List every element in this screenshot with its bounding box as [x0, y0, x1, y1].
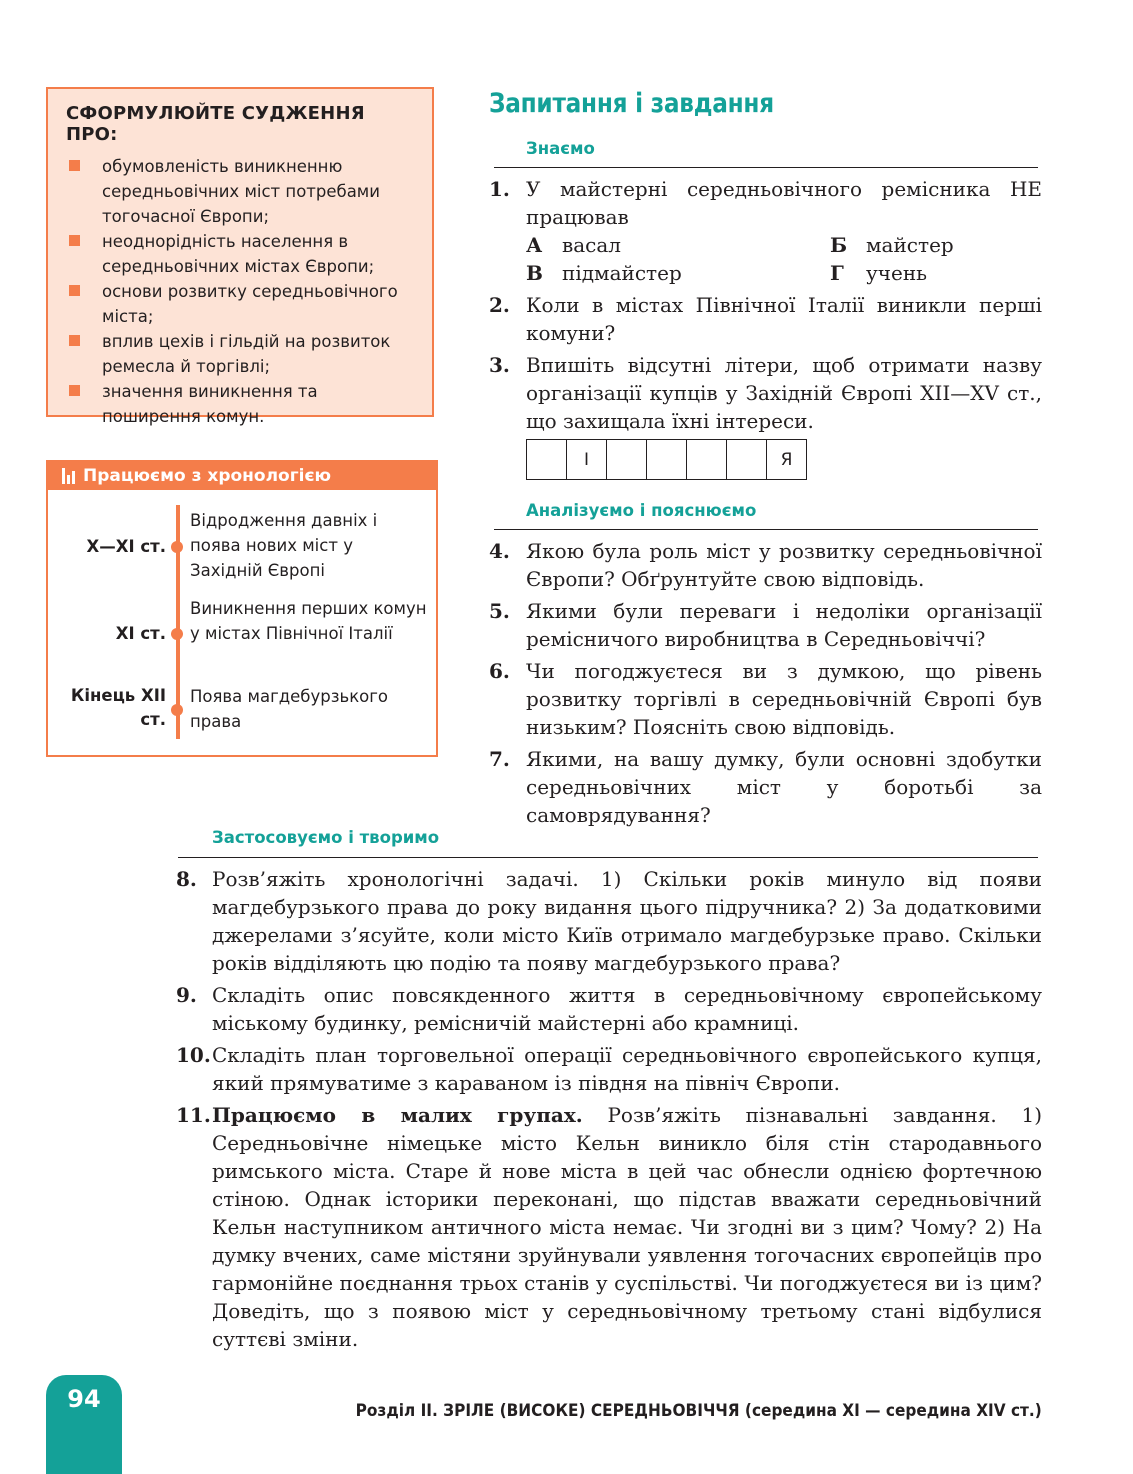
subheading-know: Знаємо [526, 139, 595, 158]
answer-option: Б майстер [830, 233, 954, 257]
square-bullet-icon [69, 235, 80, 246]
timeline-dot-icon [171, 628, 183, 640]
question-text: Чи погоджуєтеся ви з думкою, що рівень розвитку торгівлі в середньовічній Європі був низьким? Поясніть свою відповідь. [526, 659, 1042, 739]
letter-cell[interactable] [687, 440, 727, 479]
question-10 [176, 1041, 1042, 1097]
divider [494, 167, 1038, 168]
chapter-footer: Розділ II. ЗРІЛЕ (ВИСОКЕ) СЕРЕДНЬОВІЧЧЯ (середина XI — середина XIV ст.) [355, 1401, 1042, 1420]
question-text: Якою була роль міст у розвитку середньовічної Європи? Обґрунтуйте свою відповідь. [526, 539, 1042, 591]
answer-option: Г учень [830, 261, 928, 285]
timeline-event-text: Відродження давніх і поява нових міст у Західній Європі [190, 511, 378, 580]
answer-option: В підмайстер [526, 261, 682, 285]
divider [178, 857, 1038, 858]
letter-cell[interactable] [607, 440, 647, 479]
question-text: Розв’яжіть пізнавальні завдання. 1) Середньовічне німецьке місто Кельн виникло біля стін стародавнього римського міста. Старе й нове міста в цей час обнесли однією фортечною стіною. Однак історики переконані, що підстав вважати середньовічний Кельн наступником античного міста немає. Чи згодні ви з цим? Чому? 2) На думку вчених, саме містяни зруйнували уявлення тогочасних європейців про гармонійне поєднання трьох станів у суспільстві. Чи погоджуєтеся ви із цим? Доведіть, що з появою міст у середньовічному третьому стані відбулися суттєві зміни. [212, 1103, 1042, 1351]
question-text: Впишіть відсутні літери, щоб отримати назву організації купців у Західній Європі XII—XV ст., що захищала їхні інтереси. [526, 353, 1042, 433]
letter-cell[interactable] [527, 440, 567, 479]
divider [494, 529, 1038, 530]
letter-cell[interactable] [647, 440, 687, 479]
timeline-bars-icon [62, 468, 75, 484]
square-bullet-icon [69, 335, 80, 346]
timeline-event-text: Виникнення перших комун у містах Північної Італії [190, 599, 427, 643]
timeline-dot-icon [171, 704, 183, 716]
question-number: 2. [489, 293, 510, 317]
question-text: Розв’яжіть хронологічні задачі. 1) Скільки років минуло від появи магдебурзького права до року видання цього підручника? 2) За додатковими джерелами з’ясуйте, коли місто Київ отримало магдебурзьке право. Скільки років відділяють цю подію та появу магдебурзького права? [212, 867, 1042, 975]
question-number: 6. [489, 659, 510, 683]
question-number: 10. [176, 1043, 211, 1067]
square-bullet-icon [69, 160, 80, 171]
subheading-apply: Застосовуємо і творимо [212, 828, 440, 847]
question-1 [489, 175, 1042, 231]
list-item: обумовленість виникненню середньовічних міст потребами тогочасної Європи; [66, 154, 420, 229]
question-number: 7. [489, 747, 510, 771]
subheading-analyze: Аналізуємо і пояснюємо [526, 501, 757, 520]
question-2 [489, 291, 1042, 347]
timeline-dot-icon [171, 541, 183, 553]
question-8 [176, 865, 1042, 977]
timeline-date: Кінець XII ст. [70, 686, 166, 729]
square-bullet-icon [69, 285, 80, 296]
question-number: 9. [176, 983, 197, 1007]
list-item: вплив цехів і гільдій на розвиток ремесла й торгівлі; [66, 329, 420, 379]
question-text: Складіть план торговельної операції середньовічного європейського купця, який прямуватиме з караваном із півдня на північ Європи. [212, 1043, 1042, 1095]
timeline-date: XI ст. [115, 624, 166, 643]
answer-option: А васал [526, 233, 622, 257]
question-3 [489, 351, 1042, 435]
question-7 [489, 745, 1042, 829]
list-item: неоднорідність населення в середньовічних містах Європи; [66, 229, 420, 279]
letter-cell[interactable]: Я [767, 440, 807, 479]
timeline-event-text: Поява магдебурзького права [190, 687, 389, 731]
page-number: 94 [67, 1385, 101, 1413]
question-text: Коли в містах Північної Італії виникли перші комуни? [526, 293, 1042, 345]
question-4 [489, 537, 1042, 593]
question-number: 11. [176, 1103, 211, 1127]
list-item: основи розвитку середньовічного міста; [66, 279, 420, 329]
list-item: значення виникнення та поширення комун. [66, 379, 420, 429]
chronology-header [48, 462, 436, 490]
section-title: Запитання і завдання [489, 88, 774, 119]
question-11 [176, 1101, 1042, 1353]
question-text: У майстерні середньовічного ремісника НЕ працював [526, 177, 1042, 229]
group-work-label: Працюємо в малих групах. [212, 1103, 583, 1127]
question-number: 4. [489, 539, 510, 563]
question-6 [489, 657, 1042, 741]
page-number-tab [46, 1375, 122, 1474]
judgement-box-title: СФОРМУЛЮЙТЕ СУДЖЕННЯ ПРО: [66, 103, 365, 145]
judgement-list [66, 154, 420, 429]
square-bullet-icon [69, 385, 80, 396]
chronology-box [46, 460, 438, 757]
timeline-date: X—XI ст. [86, 537, 166, 556]
letter-cell[interactable]: І [567, 440, 607, 479]
question-text: Складіть опис повсякденного життя в середньовічному європейському міському будинку, ремісничій майстерні або крамниці. [212, 983, 1042, 1035]
question-text: Якими були переваги і недоліки організації ремісничого виробництва в Середньовіччі? [526, 599, 1042, 651]
question-number: 3. [489, 353, 510, 377]
question-number: 8. [176, 867, 197, 891]
letter-cell[interactable] [727, 440, 767, 479]
chronology-title: Працюємо з хронологією [83, 466, 332, 486]
question-5 [489, 597, 1042, 653]
question-number: 1. [489, 177, 510, 201]
question-text: Якими, на вашу думку, були основні здобутки середньовічних міст у боротьбі за самоврядування? [526, 747, 1042, 827]
letter-grid [526, 439, 807, 480]
judgement-box [46, 87, 434, 426]
question-number: 5. [489, 599, 510, 623]
question-9 [176, 981, 1042, 1037]
